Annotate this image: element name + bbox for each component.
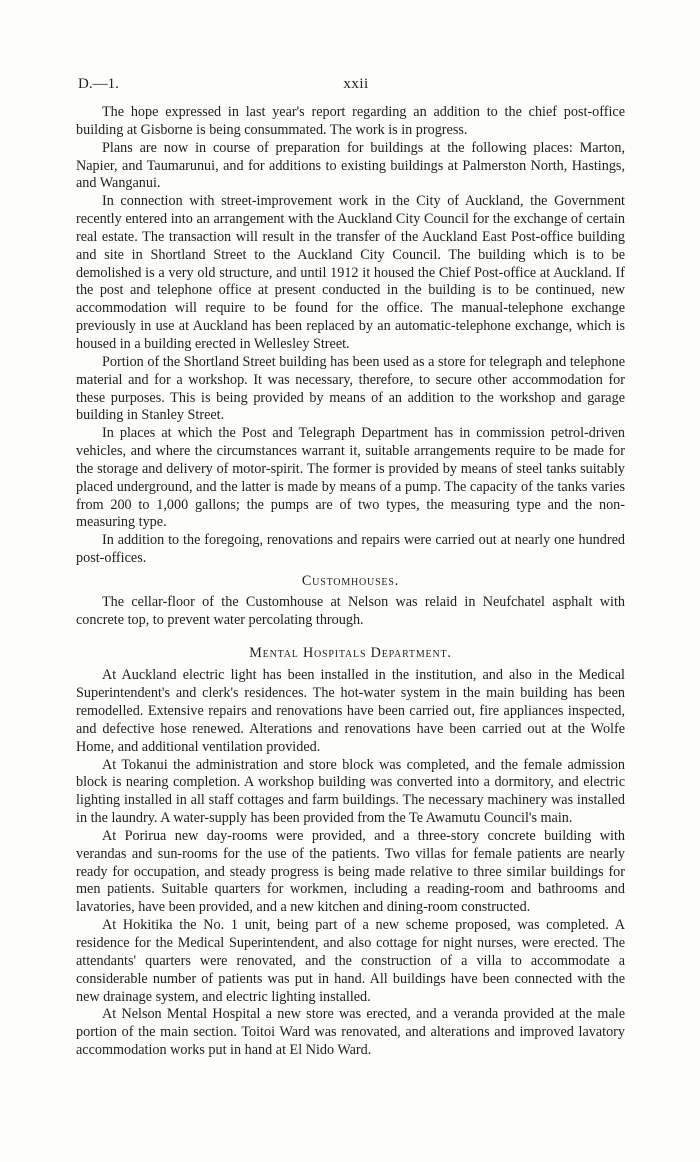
section-heading-mental-hospitals: Mental Hospitals Department. <box>249 645 452 662</box>
paragraph-renovations: In addition to the foregoing, renovations and repairs were carried out at nearly one hundred post-offices. <box>76 532 625 567</box>
paragraph-plans: Plans are now in course of preparation for buildings at the following places: Marton, Napier, and Taumarunui, and for additions to existing buildings at Palmerston North, Hastings, and Wanganui. <box>76 139 625 192</box>
paragraph-auckland-street-improvement: In connection with street-improvement work in the City of Auckland, the Government recently entered into an arrangement with the Auckland City Council for the exchange of certain real estate. The transaction will result in the transfer of the Auckland East Post-office building and site in Shortland Street to the Auckland City Council. The building which is to be demolished is a very old structure, and until 1912 it housed the Chief Post-office at Auckland. If the post and telephone office at present conducted in the building is to be continued, new accommodation will require to be found for the office. The manual-telephone exchange previously in use at Auckland has been replaced by an automatic-telephone exchange, which is housed in a building erected in Wellesley Street. <box>76 193 625 352</box>
paragraph-porirua: At Porirua new day-rooms were provided, and a three-story concrete building with verandas and sun-rooms for the use of the patients. Two villas for female patients are nearly ready for occupation, and steady progress is being made relative to three similar buildings for men patients. Suitable quarters for workmen, including a reading-room and bathrooms and lavatories, have been provided, and a new kitchen and dining-room constructed. <box>76 827 625 916</box>
document-reference: D.—1. <box>78 76 119 92</box>
paragraph-nelson-customhouse: The cellar-floor of the Customhouse at Nelson was relaid in Neufchatel asphalt with concrete top, to prevent water percolating through. <box>76 593 625 628</box>
paragraph-tokanui: At Tokanui the administration and store block was completed, and the female admission block is nearing completion. A workshop building was converted into a dormitory, and electric lighting installed in all staff cottages and farm buildings. The necessary machinery was installed in the laundry. A water-supply has been provided from the Te Awamutu Council's main. <box>76 756 625 827</box>
paragraph-gisborne: The hope expressed in last year's report regarding an addition to the chief post-office building at Gisborne is being consummated. The work is in progress. <box>76 104 625 138</box>
paragraph-hokitika: At Hokitika the No. 1 unit, being part of a new scheme proposed, was completed. A residence for the Medical Superintendent, and also cottage for night nurses, were erected. The attendants' quarters were renovated, and the construction of a villa to accommodate a considerable number of patients was put in hand. All buildings have been connected with the new drainage system, and electric lighting installed. <box>76 917 625 1005</box>
paragraph-auckland-hospital: At Auckland electric light has been installed in the institution, and also in the Medical Superintendent's and clerk's residences. The hot-water system in the main building has been remodelled. Extensive repairs and renovations have been carried out, fire appliances inspected, and defective hose renewed. Alterations and renovations have been carried out at the Wolfe Home, and additional ventilation provided. <box>76 667 625 755</box>
page-number: xxii <box>343 76 369 92</box>
section-heading-customhouses: Customhouses. <box>301 572 400 589</box>
paragraph-shortland-street: Portion of the Shortland Street building has been used as a store for telegraph and telephone material and for a workshop. It was necessary, therefore, to secure other accommodation for these purposes. This is being provided by means of an addition to the workshop and garage building in Stanley Street. <box>76 353 625 424</box>
paragraph-petrol-vehicles: In places at which the Post and Telegraph Department has in commission petrol-driven vehicles, and where the circumstances warrant it, suitable arrangements require to be made for the storage and delivery of motor-spirit. The former is provided by means of steel tanks suitably placed underground, and the latter is made by means of a pump. The capacity of the tanks varies from 200 to 1,000 gallons; the pumps are of two types, the measuring type and the non-measuring type. <box>76 425 625 531</box>
body-text <box>76 104 625 1060</box>
paragraph-nelson-hospital: At Nelson Mental Hospital a new store was erected, and a veranda provided at the male portion of the main section. Toitoi Ward was renovated, and alterations and improved lavatory accommodation works put in hand at El Nido Ward. <box>76 1006 625 1059</box>
page-header <box>78 76 634 96</box>
